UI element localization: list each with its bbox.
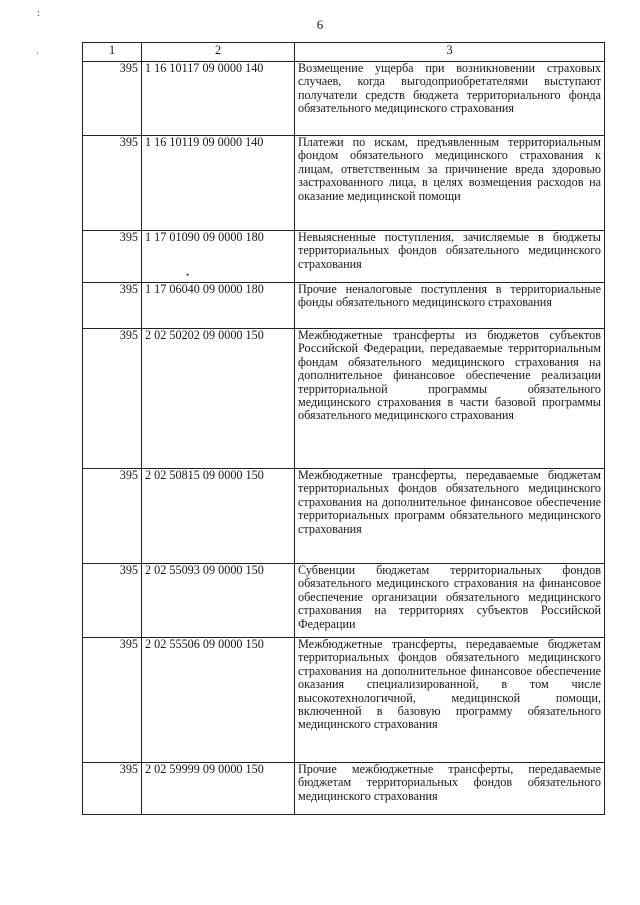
header-cell: 3	[295, 43, 605, 62]
admin-code-cell: 395	[83, 638, 142, 763]
description-cell: Межбюджетные трансферты, передаваемые бюджетам территориальных фондов обязательного медицинского страхования на дополнительное финансовое обеспечение оказания специализированной, в том числе высокотехнологичной, медицинской помощи, включенной в базовую программу обязательного медицинского страхования	[295, 638, 605, 763]
admin-code-cell: 395	[83, 469, 142, 564]
table-row	[83, 136, 605, 231]
budget-code-cell: 2 02 55506 09 0000 150	[142, 638, 295, 763]
description-cell: Прочие межбюджетные трансферты, передаваемые бюджетам территориальных фондов обязательного медицинского страхования	[295, 763, 605, 815]
table-row	[83, 469, 605, 564]
admin-code-cell: 395	[83, 231, 142, 283]
budget-code-cell: 2 02 59999 09 0000 150	[142, 763, 295, 815]
table-row	[83, 763, 605, 815]
margin-mark: :	[37, 8, 40, 19]
table-row	[83, 564, 605, 638]
page-number: 6	[316, 17, 324, 32]
description-cell: Межбюджетные трансферты из бюджетов субъектов Российской Федерации, передаваемые территориальным фондам обязательного медицинского страхования на дополнительное финансовое обеспечение реализации территориальной программы обязательного медицинского страхования в части базовой программы обязательного медицинского страхования	[295, 329, 605, 469]
table-row	[83, 638, 605, 763]
budget-codes-table	[82, 42, 605, 815]
scan-speck: •	[186, 270, 190, 280]
admin-code-cell: 395	[83, 564, 142, 638]
description-cell: Невыясненные поступления, зачисляемые в бюджеты территориальных фондов обязательного медицинского страхования	[295, 231, 605, 283]
table-row	[83, 329, 605, 469]
budget-code-cell: 1 16 10117 09 0000 140	[142, 62, 295, 136]
description-cell: Прочие неналоговые поступления в территориальные фонды обязательного медицинского страхования	[295, 283, 605, 329]
description-cell: Возмещение ущерба при возникновении страховых случаев, когда выгодоприобретателями выступают получатели средств бюджета территориального фонда обязательного медицинского страхования	[295, 62, 605, 136]
budget-code-cell: 1 17 01090 09 0000 180	[142, 231, 295, 283]
table-header-row	[83, 43, 605, 62]
table-row	[83, 283, 605, 329]
admin-code-cell: 395	[83, 136, 142, 231]
budget-code-cell: 2 02 55093 09 0000 150	[142, 564, 295, 638]
description-cell: Платежи по искам, предъявленным территориальным фондом обязательного медицинского страхования к лицам, ответственным за причинение вреда здоровью застрахованного лица, в целях возмещения расходов на оказание медицинской помощи	[295, 136, 605, 231]
margin-dot: ·	[36, 48, 39, 58]
table-row	[83, 231, 605, 283]
budget-code-cell: 2 02 50202 09 0000 150	[142, 329, 295, 469]
description-cell: Межбюджетные трансферты, передаваемые бюджетам территориальных фондов обязательного медицинского страхования на дополнительное финансовое обеспечение территориальных программ обязательного медицинского страхования	[295, 469, 605, 564]
admin-code-cell: 395	[83, 283, 142, 329]
admin-code-cell: 395	[83, 763, 142, 815]
header-cell: 1	[83, 43, 142, 62]
table-row	[83, 62, 605, 136]
admin-code-cell: 395	[83, 329, 142, 469]
description-cell: Субвенции бюджетам территориальных фондов обязательного медицинского страхования на финансовое обеспечение организации обязательного медицинского страхования на территориях субъектов Российской Федерации	[295, 564, 605, 638]
budget-code-cell: 2 02 50815 09 0000 150	[142, 469, 295, 564]
budget-code-cell: 1 16 10119 09 0000 140	[142, 136, 295, 231]
admin-code-cell: 395	[83, 62, 142, 136]
budget-code-cell: 1 17 06040 09 0000 180	[142, 283, 295, 329]
header-cell: 2	[142, 43, 295, 62]
